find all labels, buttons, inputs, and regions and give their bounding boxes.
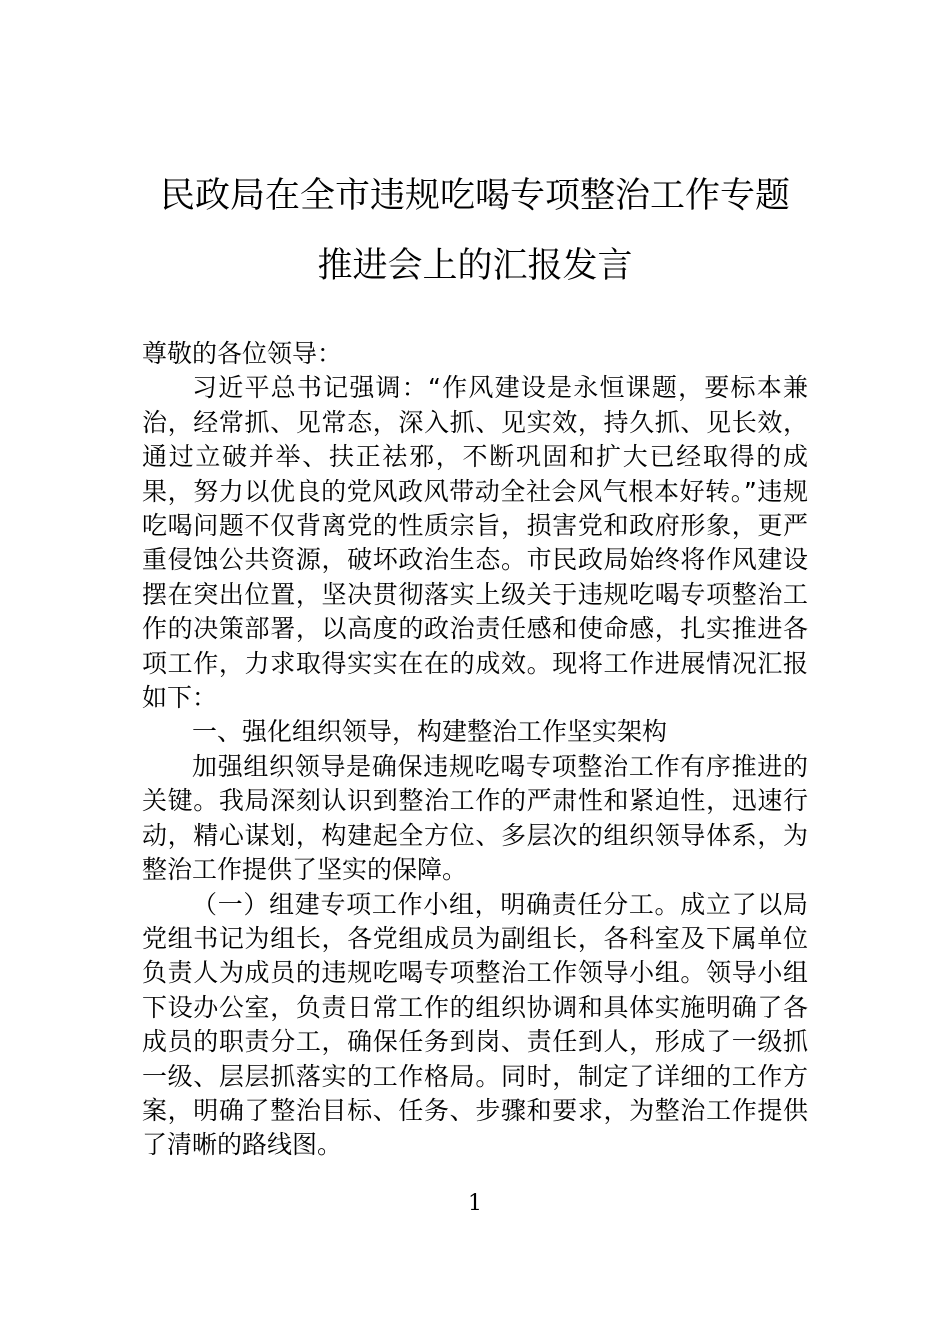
document-title-line-1: 民政局在全市违规吃喝专项整治工作专题 (159, 176, 790, 216)
paragraph-subsection-1: （一）组建专项工作小组，明确责任分工。成立了以局党组书记为组长，各党组成员为副组长，各科室及下属单位负责人为成员的违规吃喝专项整治工作领导小组。领导小组下设办公室，负责日常工作的组织协调和具体实施明确了各成员的职责分工，确保任务到岗、责任到人，形成了一级抓一级、层层抓落实的工作格局。同时，制定了详细的工作方案，明确了整治目标、任务、步骤和要求，为整治工作提供了清晰的路线图。 (142, 889, 808, 1160)
section-heading-1: 一、强化组织领导，构建整治工作坚实架构 (192, 717, 668, 747)
paragraph-section-1: 加强组织领导是确保违规吃喝专项整治工作有序推进的关键。我局深刻认识到整治工作的严肃性和紧迫性，迅速行动，精心谋划，构建起全方位、多层次的组织领导体系，为整治工作提供了坚实的保障。 (142, 751, 808, 885)
document-body (142, 337, 808, 1163)
document-title-line-2: 推进会上的汇报发言 (317, 246, 633, 286)
page-number: 1 (468, 1191, 482, 1216)
salutation: 尊敬的各位领导： (142, 339, 343, 368)
paragraph-intro: 习近平总书记强调：“作风建设是永恒课题，要标本兼治，经常抓、见常态，深入抓、见实效，持久抓、见长效，通过立破并举、扶正祛邪，不断巩固和扩大已经取得的成果，努力以优良的党风政风带动全社会风气根本好转。”违规吃喝问题不仅背离党的性质宗旨，损害党和政府形象，更严重侵蚀公共资源，破坏政治生态。市民政局始终将作风建设摆在突出位置，坚决贯彻落实上级关于违规吃喝专项整治工作的决策部署，以高度的政治责任感和使命感，扎实推进各项工作，力求取得实实在在的成效。现将工作进展情况汇报如下： (142, 373, 808, 713)
